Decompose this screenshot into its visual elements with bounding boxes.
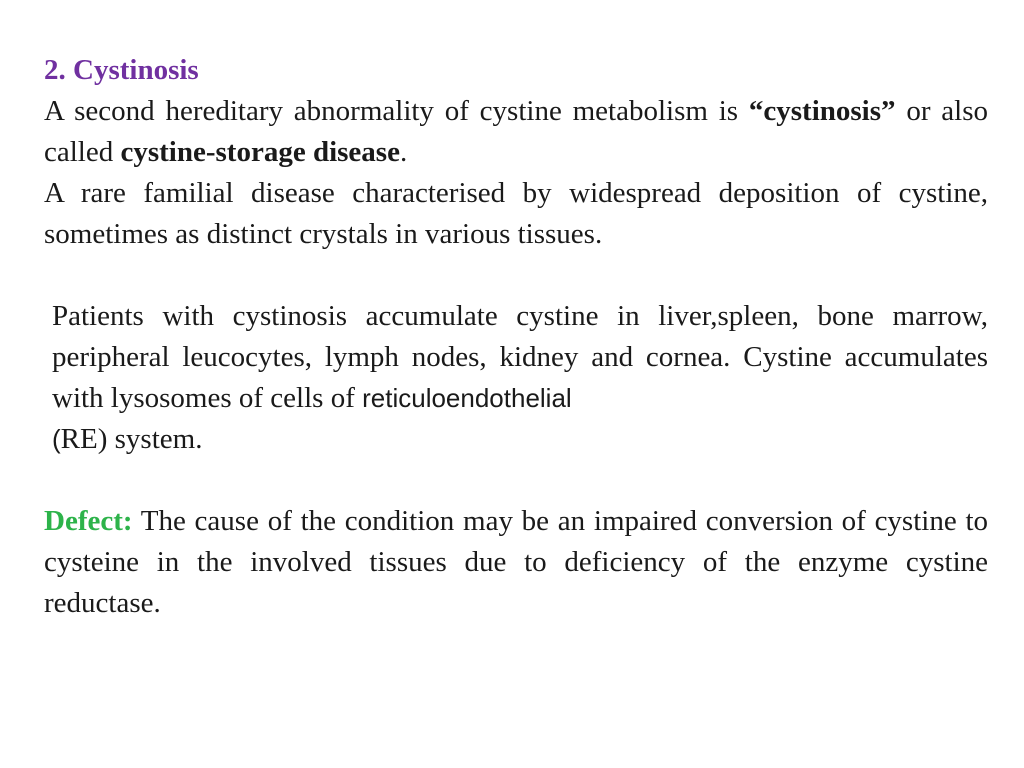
spacer bbox=[44, 460, 988, 501]
paragraph-patients bbox=[44, 296, 988, 460]
definition-end: . bbox=[399, 136, 408, 168]
term-reticuloendothelial: reticuloendothelial bbox=[362, 383, 572, 413]
term-cystine-storage: cystine-storage disease bbox=[120, 136, 400, 168]
slide-content bbox=[44, 50, 988, 624]
paren-open: ( bbox=[52, 424, 61, 454]
paragraph-defect bbox=[44, 501, 988, 624]
defect-label: Defect: bbox=[44, 505, 133, 537]
definition-intro: A second hereditary abnormality of cystine metabolism is bbox=[44, 95, 739, 127]
patients-text: Patients with cystinosis accumulate cystine in liver,spleen, bone marrow, peripheral leucocytes, lymph nodes, kidney and cornea. Cystine accumulates with lysosomes of cells of bbox=[52, 300, 988, 414]
slide-title: 2. Cystinosis bbox=[44, 54, 199, 86]
defect-text: The cause of the condition may be an impaired conversion of cystine to cysteine in the involved tissues due to deficiency of the enzyme cystine reductase. bbox=[44, 505, 988, 619]
paragraph-definition bbox=[44, 91, 988, 173]
paragraph-description: A rare familial disease characterised by widespread deposition of cystine, sometimes as distinct crystals in various tissues. bbox=[44, 177, 988, 250]
definition-mid: or also called bbox=[44, 95, 988, 168]
spacer bbox=[44, 255, 988, 296]
patients-end: RE) system. bbox=[60, 423, 203, 455]
term-cystinosis: “cystinosis” bbox=[748, 95, 896, 127]
